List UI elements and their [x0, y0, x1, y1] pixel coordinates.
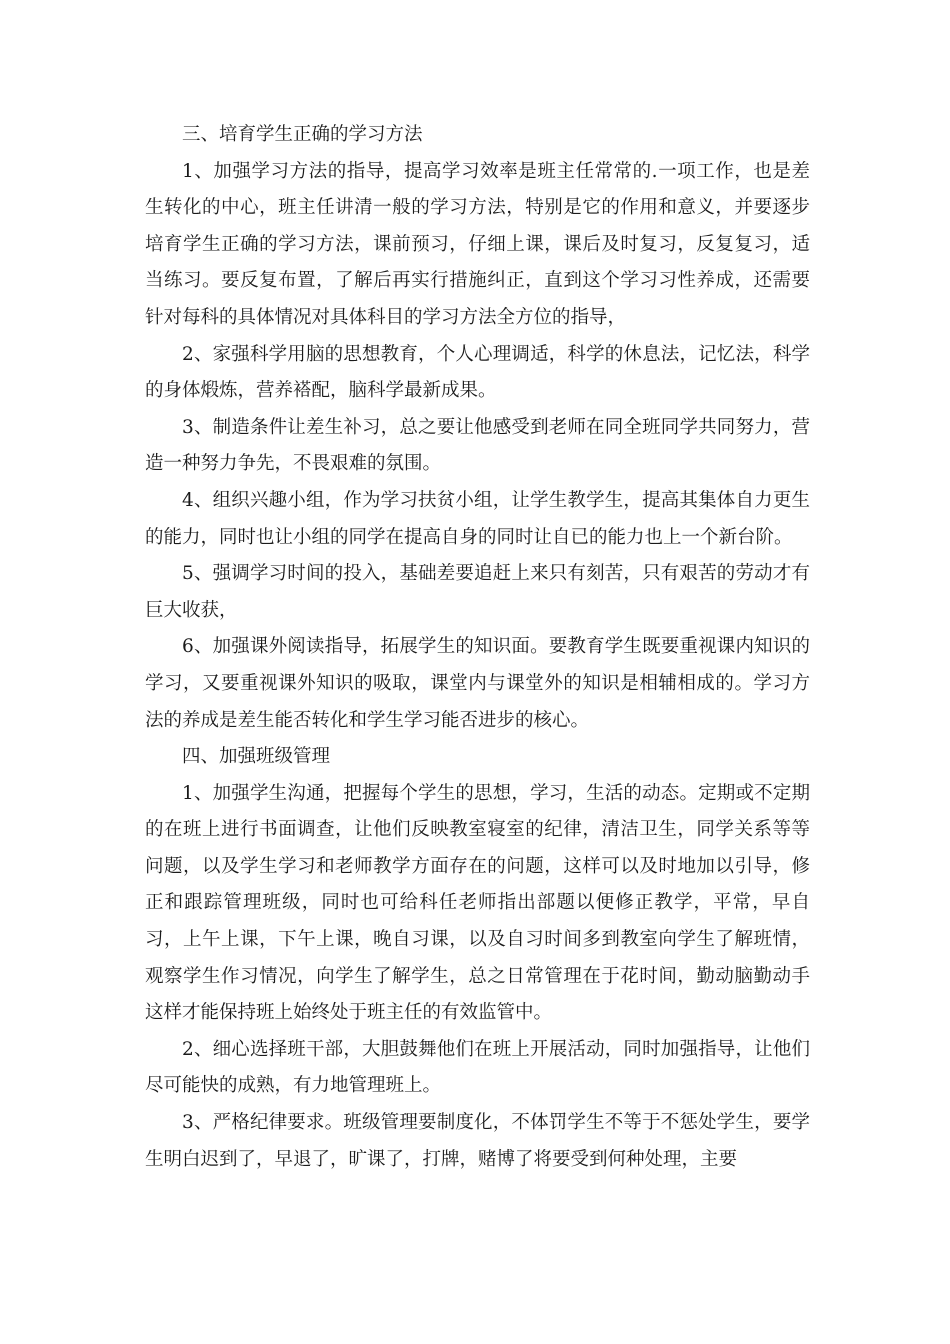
paragraph: 3、制造条件让差生补习，总之要让他感受到老师在同全班同学共同努力，营造一种努力争先，不畏艰难的氛围。 [145, 416, 810, 475]
section-heading: 三、培育学生正确的学习方法 [182, 124, 423, 145]
paragraph: 1、加强学生沟通，把握每个学生的思想，学习，生活的动态。定期或不定期的在班上进行书面调查，让他们反映教室寝室的纪律，清洁卫生，同学关系等等问题，以及学生学习和老师教学方面存在的问题，这样可以及时地加以引导，修正和跟踪管理班级，同时也可给科任老师指出部题以便修正教学，平常，早自习，上午上课，下午上课，晚自习课，以及自习时间多到教室向学生了解班情，观察学生作习情况，向学生了解学生，总之日常管理在于花时间，勤动脑勤动手这样才能保持班上始终处于班主任的有效监管中。 [145, 782, 810, 1024]
paragraph: 3、严格纪律要求。班级管理要制度化，不体罚学生不等于不惩处学生，要学生明白迟到了，早退了，旷课了，打牌，赌博了将要受到何种处理，主要 [145, 1112, 810, 1170]
paragraph: 4、组织兴趣小组，作为学习扶贫小组，让学生教学生，提高其集体自力更生的能力，同时也让小组的同学在提高自身的同时让自已的能力也上一个新台阶。 [145, 489, 810, 548]
paragraph: 6、加强课外阅读指导，拓展学生的知识面。要教育学生既要重视课内知识的学习，又要重视课外知识的吸取，课堂内与课堂外的知识是相辅相成的。学习方法的养成是差生能否转化和学生学习能否进步的核心。 [145, 636, 810, 731]
section-heading: 四、加强班级管理 [182, 746, 331, 768]
paragraph: 1、加强学习方法的指导，提高学习效率是班主任常常的.一项工作，也是差生转化的中心，班主任讲清一般的学习方法，特别是它的作用和意义，并要逐步培育学生正确的学习方法，课前预习，仔细上课，课后及时复习，反复复习，适当练习。要反复布置，了解后再实行措施纠正，直到这个学习习性养成，还需要针对每科的具体情况对具体科目的学习方法全方位的指导， [145, 160, 810, 328]
paragraph: 2、家强科学用脑的思想教育，个人心理调适，科学的休息法，记忆法，科学的身体煅炼，营养褡配，脑科学最新成果。 [145, 343, 810, 402]
document-page [145, 117, 810, 1178]
paragraph: 5、强调学习时间的投入，基础差要追赶上来只有刻苦，只有艰苦的劳动才有巨大收获， [145, 563, 810, 621]
paragraph: 2、细心选择班干部，大胆鼓舞他们在班上开展活动，同时加强指导，让他们尽可能快的成熟，有力地管理班上。 [145, 1038, 810, 1097]
